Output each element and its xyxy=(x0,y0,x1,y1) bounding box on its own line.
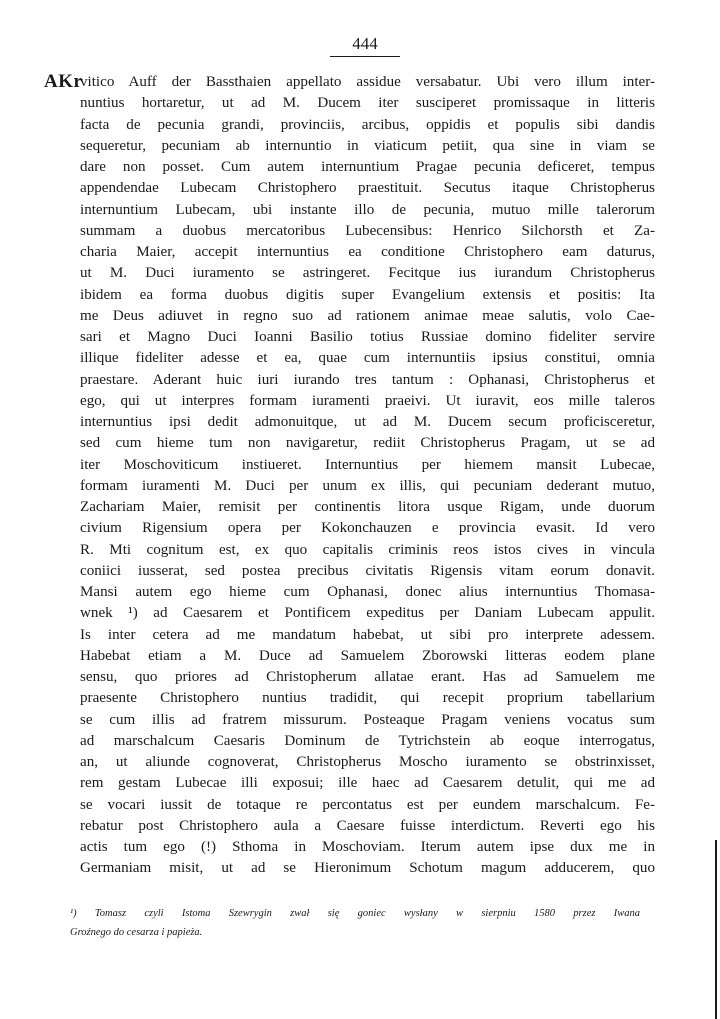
text-line: praestare. Aderant huic iuri iurando tres tantum : Ophanasi, Christopherus et xyxy=(80,371,655,388)
text-line: me Deus adiuvet in regno suo ad rationem animae meae salutis, volo Cae- xyxy=(80,307,655,324)
text-line: illique fideliter adesse et ea, quae cum internuntiis ipsius constitui, omnia xyxy=(80,350,655,367)
text-line: internuntius ipsi dedit admonuitque, ut ad M. Ducem secum proficisceretur, xyxy=(80,414,655,430)
text-line: Zachariam Maier, remisit per continentis litora usque Rigam, unde duorum xyxy=(80,499,655,515)
text-line: summam a duobus mercatoribus Lubecensibus: Henrico Silchorsth et Za- xyxy=(80,222,655,239)
text-line: ad marschalcum Caesaris Dominum de Tytrichstein ab eoque interrogatus, xyxy=(80,732,655,749)
text-line: sensu, quo priores ad Christopherum allatae erant. Has ad Samuelem me xyxy=(80,669,655,685)
text-line: Mansi autem ego hieme cum Ophanasi, donec alius internuntius Thomasa- xyxy=(80,584,655,600)
text-line: civium Rigensium opera per Kokonchauzen e provincia evasit. Id vero xyxy=(80,520,655,537)
footnote-line: Groźnego do cesarza i papieża. xyxy=(70,927,203,938)
text-line: actis tum ego (!) Sthoma in Moschoviam. Iterum autem ipse dux me in xyxy=(80,839,655,855)
text-line: rem gestam Lubecae illi exposui; ille haec ad Caesarem detulit, qui me ad xyxy=(80,775,655,792)
text-line: R. Mti cognitum est, ex quo capitalis criminis reos istos cives in vincula xyxy=(80,541,655,558)
text-line: nuntius hortaretur, ut ad M. Ducem iter susciperet promissaque in litteris xyxy=(80,95,655,112)
text-line: appendendae Lubecam Christophero praestituit. Secutus itaque Christopherus xyxy=(80,180,655,197)
text-line: iter Moschoviticum instiueret. Internuntius per hiemem mansit Lubecae, xyxy=(80,456,655,473)
text-line: ego, qui ut interpres formam iuramenti praeivi. Ut iuravit, eos mille taleros xyxy=(80,392,655,409)
text-line: sed cum hieme tum non navigaretur, rediit Christopherus Pragam, ut se ad xyxy=(80,435,655,452)
text-line: coniici iusserat, sed postea precibus civitatis Rigensis vitam eorum donavit. xyxy=(80,562,655,579)
footnote-line: ¹) Tomasz czyli Istoma Szewrygin zwał się goniec wysłany w sierpniu 1580 przez Iwana xyxy=(70,908,640,919)
text-line: sari et Magno Duci Ioanni Basilio totius Russiae domino fideliter servire xyxy=(80,329,655,345)
text-line: facta de pecunia grandi, provinciis, arcibus, oppidis et populis sibi dandis xyxy=(80,116,655,133)
text-line: ibidem ea forma duobus digitis super Evangelium extensis et positis: Ita xyxy=(80,286,655,303)
page-number: 444 xyxy=(330,34,400,57)
text-line: se cum illis ad fratrem missurum. Posteaque Pragam veniens vocatus sum xyxy=(80,711,655,728)
footnote xyxy=(70,904,640,942)
text-line: an, ut aliunde cognoverat, Christopherus Moscho iuramento se obstrinxisset, xyxy=(80,754,655,770)
text-line: Germaniam misit, ut ad se Hieronimum Schotum magum adducerem, quo xyxy=(80,860,655,877)
text-line: rebatur post Christophero aula a Caesare fuisse interdictum. Reverti ego his xyxy=(80,817,655,834)
text-line: internuntium Lubecam, ubi instante illo de pecunia, mutuo mille talerorum xyxy=(80,201,655,218)
text-line: charia Maier, accepit internuntius ea conditione Christophero eam daturus, xyxy=(80,244,655,260)
body-text xyxy=(80,72,655,880)
text-line: vitico Auff der Bassthaien appellato assidue versabatur. Ubi vero illum inter- xyxy=(80,74,655,90)
marginal-marker: AKr xyxy=(44,71,83,92)
text-line: sequeretur, pecuniam ab internuntio in viaticum petiit, qua sine in viam se xyxy=(80,137,655,154)
text-line: Habebat etiam a M. Duce ad Samuelem Zborowski litteras eodem plane xyxy=(80,647,655,664)
text-line: wnek ¹) ad Caesarem et Pontificem expeditus per Daniam Lubecam appulit. xyxy=(80,605,655,622)
text-line: praesente Christophero nuntius tradidit, qui recepit proprium tabellarium xyxy=(80,690,655,707)
text-line: dare non posset. Cum autem internuntium Pragae pecunia deficeret, tempus xyxy=(80,159,655,175)
text-line: se vocari iussit de totaque re percontatus est per eundem marschalcum. Fe- xyxy=(80,796,655,813)
text-line: Is inter cetera ad me mandatum habebat, ut sibi pro interprete adessem. xyxy=(80,626,655,643)
text-line: formam iuramenti M. Duci per unum ex illis, qui pecuniam dederant mutuo, xyxy=(80,477,655,494)
text-line: ut M. Duci iuramento se astringeret. Fecitque ius iurandum Christopherus xyxy=(80,265,655,282)
page-edge-rule xyxy=(715,840,717,1019)
